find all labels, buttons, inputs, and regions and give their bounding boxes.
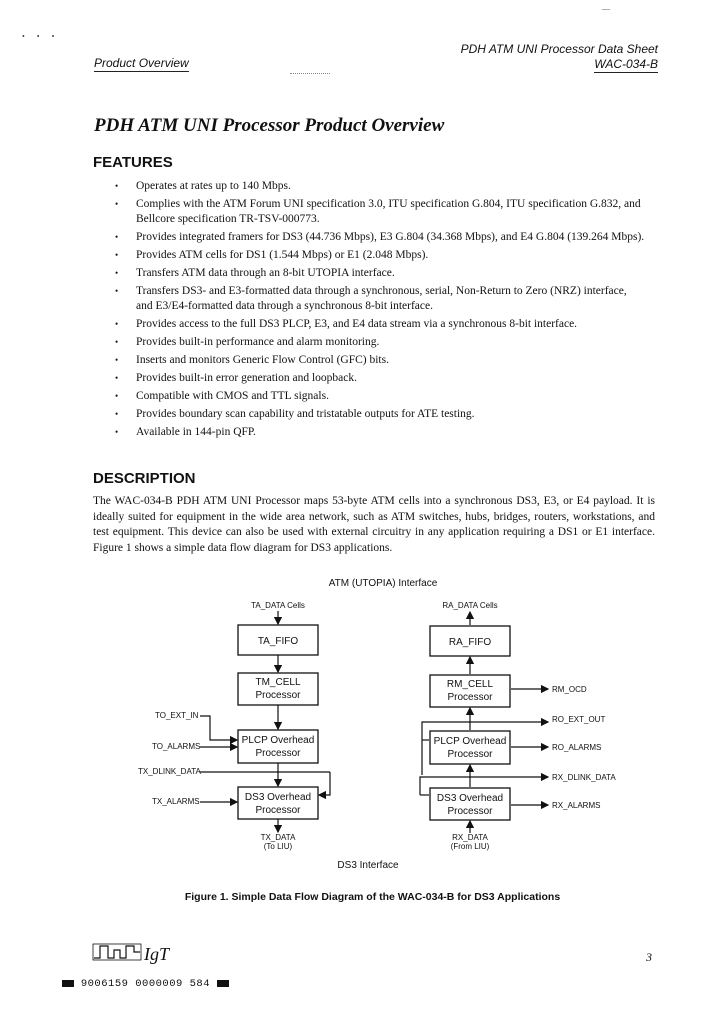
figure-caption: Figure 1. Simple Data Flow Diagram of the WAC-034-B for DS3 Applications [184, 891, 561, 903]
logo-text: IgT [144, 944, 170, 964]
tx-dlink-data-label: TX_DLINK_DATA [138, 767, 201, 776]
rx-plcp-label-2: Processor [447, 749, 493, 760]
rx-dlink-data-label: RX_DLINK_DATA [552, 773, 616, 782]
rx-ds3-label-2: Processor [447, 806, 493, 817]
tx-ds3-label-2: Processor [255, 805, 301, 816]
feature-item: • Provides built-in error generation and loopback. [115, 371, 645, 387]
barcode-block-left [62, 980, 74, 987]
to-alarms-label: TO_ALARMS [152, 742, 201, 751]
logo-pulse-icon [92, 938, 182, 966]
tx-alarms-label: TX_ALARMS [152, 797, 200, 806]
feature-item: • Provides boundary scan capability and tristatable outputs for ATE testing. [115, 407, 645, 423]
page-number: 3 [646, 950, 652, 964]
barcode-line [62, 978, 229, 990]
igt-logo [92, 938, 182, 971]
rx-plcp-label: PLCP Overhead [433, 736, 507, 747]
feature-item: • Transfers DS3- and E3-formatted data through a synchronous, serial, Non-Return to Zero (NRZ) interface, and E3/E4-formatted data through a synchronous 8-bit interface. [115, 284, 645, 315]
rx-alarms-label: RX_ALARMS [552, 801, 601, 810]
barcode-block-right [217, 980, 229, 987]
atm-interface-label: ATM (UTOPIA) Interface [328, 578, 438, 589]
rx-data-label-2: (From LIU) [450, 842, 490, 851]
to-ext-in-line [200, 716, 237, 740]
feature-item: • Compatible with CMOS and TTL signals. [115, 389, 645, 405]
description-text: The WAC-034-B PDH ATM UNI Processor maps 53-byte ATM cells into a synchronous DS3, E3, or E4 payload. It is ideally suited for equipment in the wide area network, such as ATM switches, hubs, bridges, routers, workstations, and test equipment. This device can also be used with external circuitry in any application requiring a DS1 or E1 interface. Figure 1 shows a simple data flow diagram for DS3 applications. [93, 495, 655, 554]
ta-fifo-label: TA_FIFO [257, 636, 299, 647]
rm-ocd-label: RM_OCD [552, 685, 587, 694]
header-doc-title: PDH ATM UNI Processor Data Sheet [460, 42, 658, 56]
tm-cell-label-2: Processor [255, 690, 301, 701]
ta-data-cells-label: TA_DATA Cells [251, 601, 305, 610]
features-heading: FEATURES [93, 154, 173, 171]
rx-data-label: RX_DATA [452, 833, 488, 842]
rm-cell-label: RM_CELL [446, 679, 494, 690]
feature-item: • Provides access to the full DS3 PLCP, E3, and E4 data stream via a synchronous 8-bit interface. [115, 317, 645, 333]
feature-item: • Operates at rates up to 140 Mbps. [115, 179, 645, 195]
tx-dlink-line-2 [319, 772, 330, 795]
page-title: PDH ATM UNI Processor Product Overview [94, 115, 445, 136]
header-doc-code: WAC-034-B [594, 57, 658, 71]
corner-mark-left: • • • [22, 32, 55, 41]
ro-alarms-label: RO_ALARMS [552, 743, 602, 752]
rx-ds3-label: DS3 Overhead [436, 793, 504, 804]
feature-item: • Available in 144-pin QFP. [115, 425, 645, 441]
tx-plcp-label-2: Processor [255, 748, 301, 759]
feature-item: • Transfers ATM data through an 8-bit UTOPIA interface. [115, 266, 645, 282]
to-ext-in-label: TO_EXT_IN [155, 711, 199, 720]
ra-data-cells-label: RA_DATA Cells [442, 601, 498, 610]
tm-cell-label: TM_CELL [255, 677, 301, 688]
feature-item: • Provides integrated framers for DS3 (44.736 Mbps), E3 G.804 (34.368 Mbps), and E4 G.804 (139.264 Mbps). [115, 230, 645, 246]
description-heading: DESCRIPTION [93, 470, 196, 487]
tx-data-label-2: (To LIU) [263, 842, 293, 851]
barcode-text: 9006159 0000009 584 [80, 978, 211, 990]
header-section: Product Overview [94, 56, 189, 70]
feature-item: • Complies with the ATM Forum UNI specification 3.0, ITU specification G.804, ITU specification G.832, and Bellcore specification TR-TSV-000773. [115, 197, 645, 228]
feature-item: • Inserts and monitors Generic Flow Control (GFC) bits. [115, 353, 645, 369]
tx-data-label: TX_DATA [260, 833, 296, 842]
ds3-interface-label: DS3 Interface [337, 860, 399, 871]
feature-item: • Provides ATM cells for DS1 (1.544 Mbps) or E1 (2.048 Mbps). [115, 248, 645, 264]
rm-cell-label-2: Processor [447, 692, 493, 703]
feature-item: • Provides built-in performance and alarm monitoring. [115, 335, 645, 351]
ro-ext-out-label: RO_EXT_OUT [552, 715, 606, 724]
tx-ds3-label: DS3 Overhead [244, 792, 312, 803]
corner-mark-right: — [602, 4, 610, 13]
ra-fifo-label: RA_FIFO [448, 637, 492, 648]
tx-plcp-label: PLCP Overhead [241, 735, 315, 746]
